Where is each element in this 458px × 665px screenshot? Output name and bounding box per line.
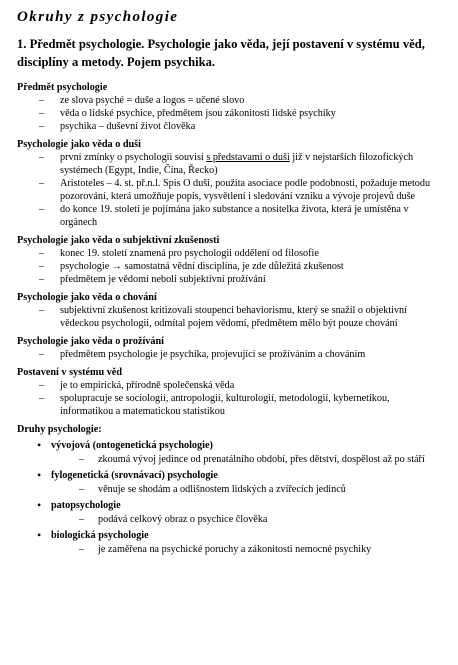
sub-dash-list (51, 543, 444, 556)
section-heading: Postavení v systému věd (17, 367, 122, 378)
list-item: – psychika – duševní život člověka (39, 120, 444, 133)
list-item: – předmětem je vědomí neboli subjektivní prožívání (39, 273, 444, 286)
bullet-label: • biologická psychologie (51, 530, 149, 541)
section-veda-o-chovani (17, 291, 444, 330)
dash-list (17, 247, 444, 286)
section-veda-o-prozivani (17, 335, 444, 361)
sub-dash-list (51, 513, 444, 526)
text-span: již v nejstarších filozofických systémech (Egypt, Indie, Čína, Řecko) (60, 152, 414, 176)
list-item: – subjektivní zkušenost kritizovali stoupenci behaviorismu, který se snažil o objektivní vědeckou psychologii, odmítal pojem vědomí, předmětem mělo být pouze chování (39, 304, 444, 330)
underlined-phrase: s představami o duši (206, 152, 290, 163)
section-veda-o-dusi (17, 138, 444, 229)
section-heading: Psychologie jako věda o subjektivní zkušenosti (17, 235, 220, 246)
bullet-label: • vývojová (ontogenetická psychologie) (51, 440, 213, 451)
sub-dash-list (51, 453, 444, 466)
bullet-item (37, 499, 444, 526)
bullet-label: • fylogenetická (srovnávací) psychologie (51, 470, 218, 481)
section-heading: Druhy psychologie: (17, 424, 102, 435)
dash-list (17, 379, 444, 418)
bullet-item (37, 529, 444, 556)
section-predmet-psychologie (17, 81, 444, 133)
list-item: – Aristoteles – 4. st. př.n.l. Spis O duši, použita asociace podle podobnosti, požaduje metodu pozorování, která umožňuje popis, vysvětlení i sledování vzniku a vývoje projevů duše (39, 177, 444, 203)
list-item: – spolupracuje se sociologií, antropologií, kulturologií, metodologií, kybernetikou, informatikou a matematickou statistikou (39, 392, 444, 418)
list-item: – konec 19. století znamená pro psychologii oddělení od filosofie (39, 247, 444, 260)
document-title: Okruhy z psychologie (17, 9, 179, 25)
list-item: – předmětem psychologie je psychika, projevující se prožíváním a chováním (39, 348, 444, 361)
text-span: první zmínky o psychologii souvisí (60, 152, 207, 163)
dash-list (17, 94, 444, 133)
list-item: – ze slova psyché = duše a logos = učené slovo (39, 94, 444, 107)
list-item: – je to empirická, přírodně společenská věda (39, 379, 444, 392)
section-druhy-psychologie (17, 423, 444, 556)
bullet-label: • patopsychologie (51, 500, 121, 511)
dash-list (17, 151, 444, 229)
list-item: – věda o lidské psychice, předmětem jsou zákonitosti lidské psychiky (39, 107, 444, 120)
bullet-item (37, 469, 444, 496)
dash-list (17, 304, 444, 330)
sub-list-item: – podává celkový obraz o psychice člověka (79, 513, 444, 526)
list-item: – do konce 19. století je pojímána jako substance a nositelka života, která je umístěna v orgánech (39, 203, 444, 229)
chapter-title: 1. Předmět psychologie. Psychologie jako věda, její postavení v systému věd, disciplíny a metody. Pojem psychika. (17, 37, 425, 69)
section-subjektivni-zkusenost (17, 234, 444, 286)
sub-list-item: – zkoumá vývoj jedince od prenatálního období, přes dětství, dospělost až po stáří (79, 453, 444, 466)
section-heading: Psychologie jako věda o prožívání (17, 336, 164, 347)
section-heading: Psychologie jako věda o chování (17, 292, 157, 303)
section-postaveni-v-systemu-ved (17, 366, 444, 418)
dash-list (17, 348, 444, 361)
sub-list-item: – věnuje se shodám a odlišnostem lidských a zvířecích jedinců (79, 483, 444, 496)
section-heading: Psychologie jako věda o duši (17, 139, 141, 150)
sub-dash-list (51, 483, 444, 496)
sub-list-item: – je zaměřena na psychické poruchy a zákonitosti nemocné psychiky (79, 543, 444, 556)
list-item (39, 151, 444, 177)
bullet-item (37, 439, 444, 466)
list-item: – psychologie → samostatná vědní disciplína, je zde důležitá zkušenost (39, 260, 444, 273)
section-heading: Předmět psychologie (17, 82, 108, 93)
bullet-list (17, 439, 444, 556)
